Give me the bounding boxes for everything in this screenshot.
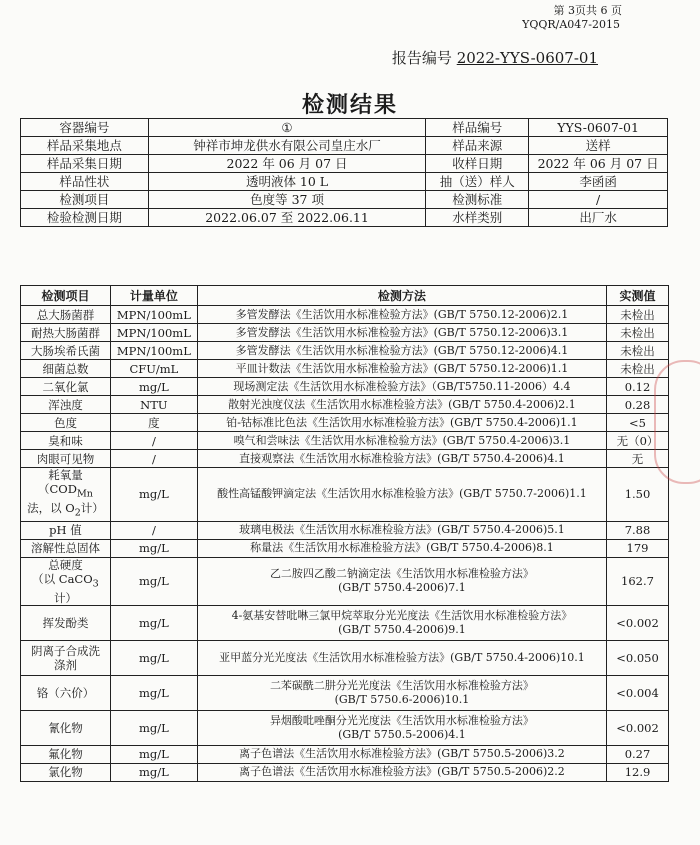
table-row bbox=[21, 675, 669, 710]
cell-item: 大肠埃希氏菌 bbox=[21, 342, 111, 360]
cell-unit: mg/L bbox=[110, 468, 197, 522]
cell-value: <0.004 bbox=[607, 675, 669, 710]
page-title: 检测结果 bbox=[301, 93, 398, 118]
cell-method: 铂-钴标准比色法《生活饮用水标准检验方法》(GB/T 5750.4-2006)1.1 bbox=[197, 414, 606, 432]
cell-value: 0.28 bbox=[607, 396, 669, 414]
table-row bbox=[21, 306, 669, 324]
info-row bbox=[21, 119, 668, 137]
cell-method: 玻璃电极法《生活饮用水标准检验方法》(GB/T 5750.4-2006)5.1 bbox=[197, 521, 606, 539]
cell-unit: / bbox=[110, 432, 197, 450]
cell-method: 多管发酵法《生活饮用水标准检验方法》(GB/T 5750.12-2006)2.1 bbox=[197, 306, 606, 324]
table-row bbox=[21, 745, 669, 763]
cell-method: 4-氨基安替吡啉三氯甲烷萃取分光光度法《生活饮用水标准检验方法》 (GB/T 5750.4-2006)9.1 bbox=[197, 605, 606, 640]
cell-unit: mg/L bbox=[110, 539, 197, 557]
table-row bbox=[21, 539, 669, 557]
cell-item: 浑浊度 bbox=[21, 396, 111, 414]
cell-item: pH 值 bbox=[21, 521, 111, 539]
cell-unit: NTU bbox=[110, 396, 197, 414]
cell-value: 未检出 bbox=[607, 360, 669, 378]
cell-unit: MPN/100mL bbox=[110, 342, 197, 360]
cell-value: 179 bbox=[607, 539, 669, 557]
info-value: YYS-0607-01 bbox=[529, 119, 668, 137]
cell-method: 多管发酵法《生活饮用水标准检验方法》(GB/T 5750.12-2006)4.1 bbox=[197, 342, 606, 360]
results-table bbox=[20, 285, 669, 782]
cell-unit: CFU/mL bbox=[110, 360, 197, 378]
info-value: 钟祥市坤龙供水有限公司皇庄水厂 bbox=[148, 137, 426, 155]
info-label: 检测项目 bbox=[21, 191, 149, 209]
cell-method: 称量法《生活饮用水标准检验方法》(GB/T 5750.4-2006)8.1 bbox=[197, 539, 606, 557]
cell-unit: mg/L bbox=[110, 557, 197, 605]
table-row bbox=[21, 557, 669, 605]
table-row bbox=[21, 414, 669, 432]
cell-value: 0.27 bbox=[607, 745, 669, 763]
cell-value: 无 bbox=[607, 450, 669, 468]
info-value: 送样 bbox=[529, 137, 668, 155]
cell-unit: mg/L bbox=[110, 710, 197, 745]
red-seal-stamp bbox=[654, 360, 700, 484]
cell-item: 挥发酚类 bbox=[21, 605, 111, 640]
cell-unit: / bbox=[110, 450, 197, 468]
info-value: 2022.06.07 至 2022.06.11 bbox=[148, 209, 426, 227]
table-row bbox=[21, 360, 669, 378]
cell-item: 氯化物 bbox=[21, 763, 111, 781]
cell-item: 耗氧量（$COD_{Mn}$ 法，以 $O_2$计） bbox=[21, 468, 111, 522]
cell-unit: mg/L bbox=[110, 640, 197, 675]
info-row bbox=[21, 209, 668, 227]
cell-value: <5 bbox=[607, 414, 669, 432]
info-value: 2022 年 06 月 07 日 bbox=[529, 155, 668, 173]
cell-method: 多管发酵法《生活饮用水标准检验方法》(GB/T 5750.12-2006)3.1 bbox=[197, 324, 606, 342]
cell-method: 散射光浊度仪法《生活饮用水标准检验方法》(GB/T 5750.4-2006)2.1 bbox=[197, 396, 606, 414]
table-row bbox=[21, 324, 669, 342]
cell-item: 阴离子合成洗 涤剂 bbox=[21, 640, 111, 675]
table-row bbox=[21, 432, 669, 450]
table-row bbox=[21, 521, 669, 539]
cell-item: 臭和味 bbox=[21, 432, 111, 450]
results-header-row bbox=[21, 286, 669, 306]
cell-method: 嗅气和尝味法《生活饮用水标准检验方法》(GB/T 5750.4-2006)3.1 bbox=[197, 432, 606, 450]
cell-value: 12.9 bbox=[607, 763, 669, 781]
cell-value: <0.050 bbox=[607, 640, 669, 675]
info-row bbox=[21, 155, 668, 173]
header-item: 检测项目 bbox=[21, 286, 111, 306]
header-value: 实测值 bbox=[607, 286, 669, 306]
cell-value: 无（0） bbox=[607, 432, 669, 450]
table-row bbox=[21, 605, 669, 640]
info-row bbox=[21, 137, 668, 155]
cell-method: 离子色谱法《生活饮用水标准检验方法》(GB/T 5750.5-2006)2.2 bbox=[197, 763, 606, 781]
cell-item: 氟化物 bbox=[21, 745, 111, 763]
cell-method: 现场测定法《生活饮用水标准检验方法》（GB/T5750.11-2006）4.4 bbox=[197, 378, 606, 396]
report-number bbox=[392, 47, 598, 68]
info-label: 检测标准 bbox=[426, 191, 529, 209]
header-unit: 计量单位 bbox=[110, 286, 197, 306]
cell-unit: MPN/100mL bbox=[110, 324, 197, 342]
cell-unit: mg/L bbox=[110, 745, 197, 763]
cell-item: 溶解性总固体 bbox=[21, 539, 111, 557]
table-row bbox=[21, 396, 669, 414]
cell-value: 未检出 bbox=[607, 324, 669, 342]
cell-item: 总大肠菌群 bbox=[21, 306, 111, 324]
table-row bbox=[21, 640, 669, 675]
cell-value: <0.002 bbox=[607, 710, 669, 745]
cell-unit: mg/L bbox=[110, 675, 197, 710]
info-label: 样品性状 bbox=[21, 173, 149, 191]
cell-unit: MPN/100mL bbox=[110, 306, 197, 324]
cell-method: 亚甲蓝分光光度法《生活饮用水标准检验方法》(GB/T 5750.4-2006)10.1 bbox=[197, 640, 606, 675]
cell-item: 铬（六价） bbox=[21, 675, 111, 710]
cell-item: 氰化物 bbox=[21, 710, 111, 745]
info-value: / bbox=[529, 191, 668, 209]
info-label: 检验检测日期 bbox=[21, 209, 149, 227]
page-number: 第 3页共 6 页 bbox=[553, 4, 622, 17]
report-number-label: 报告编号 bbox=[391, 49, 452, 67]
cell-unit: mg/L bbox=[110, 763, 197, 781]
cell-unit: mg/L bbox=[110, 605, 197, 640]
cell-method: 酸性高锰酸钾滴定法《生活饮用水标准检验方法》(GB/T 5750.7-2006)1.1 bbox=[197, 468, 606, 522]
cell-method: 直接观察法《生活饮用水标准检验方法》(GB/T 5750.4-2006)4.1 bbox=[197, 450, 606, 468]
info-label: 样品采集地点 bbox=[21, 137, 149, 155]
info-label: 样品编号 bbox=[426, 119, 529, 137]
info-value: ① bbox=[148, 119, 426, 137]
cell-unit: / bbox=[110, 521, 197, 539]
cell-method: 离子色谱法《生活饮用水标准检验方法》(GB/T 5750.5-2006)3.2 bbox=[197, 745, 606, 763]
info-label: 收样日期 bbox=[426, 155, 529, 173]
info-value: 2022 年 06 月 07 日 bbox=[148, 155, 426, 173]
header-method: 检测方法 bbox=[197, 286, 606, 306]
cell-item: 色度 bbox=[21, 414, 111, 432]
info-row bbox=[21, 173, 668, 191]
info-label: 样品采集日期 bbox=[21, 155, 149, 173]
cell-item: 耐热大肠菌群 bbox=[21, 324, 111, 342]
info-value: 出厂水 bbox=[529, 209, 668, 227]
table-row bbox=[21, 763, 669, 781]
cell-method: 平皿计数法《生活饮用水标准检验方法》(GB/T 5750.12-2006)1.1 bbox=[197, 360, 606, 378]
cell-value: 7.88 bbox=[607, 521, 669, 539]
table-row bbox=[21, 378, 669, 396]
cell-item: 二氧化氯 bbox=[21, 378, 111, 396]
cell-method: 二苯碳酰二肼分光光度法《生活饮用水标准检验方法》 (GB/T 5750.6-2006)10.1 bbox=[197, 675, 606, 710]
cell-method: 乙二胺四乙酸二钠滴定法《生活饮用水标准检验方法》 (GB/T 5750.4-2006)7.1 bbox=[197, 557, 606, 605]
cell-unit: mg/L bbox=[110, 378, 197, 396]
table-row bbox=[21, 342, 669, 360]
info-value: 色度等 37 项 bbox=[148, 191, 426, 209]
info-row bbox=[21, 191, 668, 209]
cell-value: 未检出 bbox=[607, 342, 669, 360]
cell-unit: 度 bbox=[110, 414, 197, 432]
sample-info-table bbox=[20, 118, 668, 227]
table-row bbox=[21, 450, 669, 468]
cell-value: 162.7 bbox=[607, 557, 669, 605]
info-label: 样品来源 bbox=[426, 137, 529, 155]
document-code: YQQR/A047-2015 bbox=[522, 18, 620, 31]
table-row bbox=[21, 468, 669, 522]
info-value: 透明液体 10 L bbox=[148, 173, 426, 191]
cell-value: 1.50 bbox=[607, 468, 669, 522]
cell-value: 未检出 bbox=[607, 306, 669, 324]
info-value: 李函函 bbox=[529, 173, 668, 191]
cell-method: 异烟酸吡唑酮分光光度法《生活饮用水标准检验方法》 (GB/T 5750.5-2006)4.1 bbox=[197, 710, 606, 745]
cell-item: 肉眼可见物 bbox=[21, 450, 111, 468]
report-number-value: 2022-YYS-0607-01 bbox=[456, 49, 598, 67]
info-label: 水样类别 bbox=[426, 209, 529, 227]
info-label: 容器编号 bbox=[21, 119, 149, 137]
cell-item: 总硬度 （以 CaCO$_3$计） bbox=[21, 557, 111, 605]
table-row bbox=[21, 710, 669, 745]
cell-value: <0.002 bbox=[607, 605, 669, 640]
cell-value: 0.12 bbox=[607, 378, 669, 396]
info-label: 抽（送）样人 bbox=[426, 173, 529, 191]
cell-item: 细菌总数 bbox=[21, 360, 111, 378]
